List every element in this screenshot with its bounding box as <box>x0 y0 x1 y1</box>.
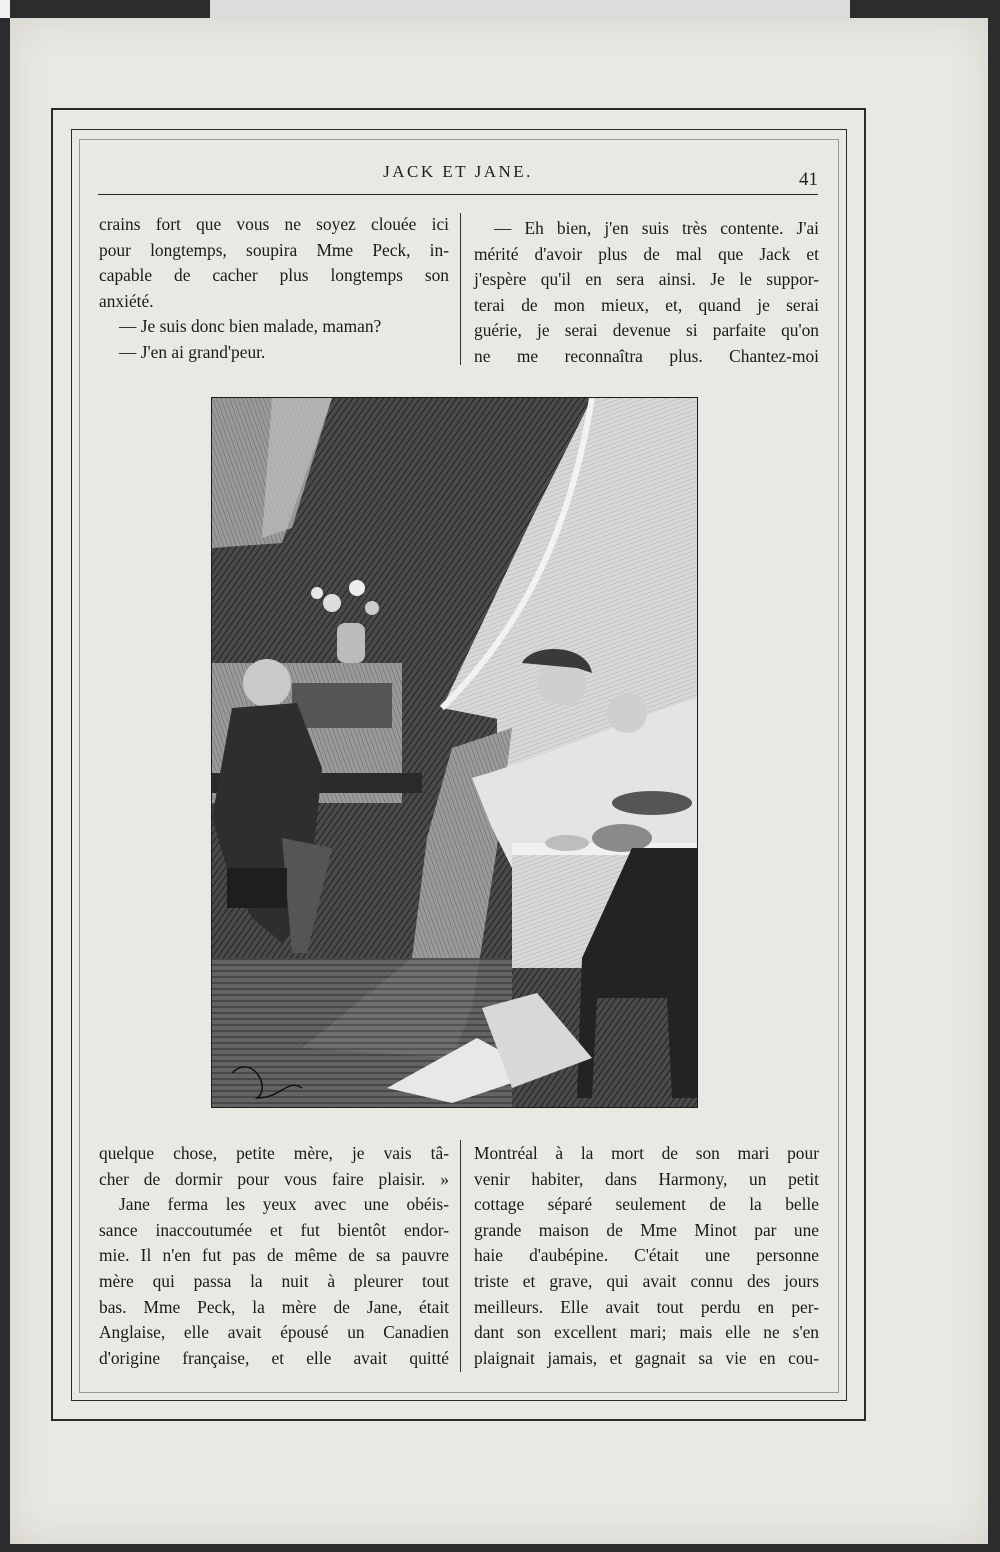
text-line: d'origine française, et elle avait quitté <box>99 1347 449 1368</box>
text-line: mie. Il n'en fut pas de même de sa pauvre <box>99 1245 449 1266</box>
upper-left-column <box>99 212 449 366</box>
text-line: Montréal à la mort de son mari pour <box>474 1143 819 1163</box>
text-line: plaignait jamais, et gagnait sa vie en cou- <box>474 1347 819 1368</box>
text-line: cottage séparé seulement de la belle <box>474 1194 819 1215</box>
text-line: ne me reconnaîtra plus. Chantez-moi <box>474 345 819 366</box>
text-line: — J'en ai grand'peur. <box>119 341 266 362</box>
text-line: — Je suis donc bien malade, maman? <box>119 316 382 337</box>
text-line: terai de mon mieux, et, quand je serai <box>474 294 819 315</box>
text-line: sance inaccoutumée et fut bientôt endor- <box>99 1219 449 1240</box>
text-line: guérie, je serai devenue si parfaite qu'on <box>474 320 819 341</box>
lower-right-column <box>474 1141 819 1371</box>
text-line: j'espère qu'il en sera ainsi. Je le suppor- <box>474 269 819 290</box>
text-line: haie d'aubépine. C'était une personne <box>474 1245 819 1266</box>
header-rule <box>98 194 818 195</box>
scan-corner <box>0 0 10 18</box>
text-line: dant son excellent mari; mais elle ne s'en <box>474 1322 819 1343</box>
upper-right-column <box>474 216 819 370</box>
running-title: JACK ET JANE. <box>383 162 533 181</box>
text-line: crains fort que vous ne soyez clouée ici <box>99 214 449 234</box>
text-line: Jane ferma les yeux avec une obéis- <box>119 1194 449 1215</box>
column-divider-bottom <box>460 1140 461 1372</box>
text-line: meilleurs. Elle avait tout perdu en per- <box>474 1296 819 1317</box>
text-line: quelque chose, petite mère, je vais tâ- <box>99 1143 449 1163</box>
column-divider-top <box>460 213 461 365</box>
bedroom-scene <box>212 398 697 1107</box>
next-page-edge <box>210 0 850 20</box>
text-line: mère qui passa la nuit à pleurer tout <box>99 1270 449 1291</box>
text-line: pour longtemps, soupira Mme Peck, in- <box>99 239 449 260</box>
text-line: — Eh bien, j'en suis très contente. J'ai <box>494 218 819 238</box>
text-line: bas. Mme Peck, la mère de Jane, était <box>99 1296 449 1317</box>
text-line: venir habiter, dans Harmony, un petit <box>474 1168 819 1189</box>
text-line: capable de cacher plus longtemps son <box>99 265 449 286</box>
text-line: anxiété. <box>99 290 154 311</box>
engraving-illustration <box>211 397 698 1108</box>
text-line: mérité d'avoir plus de mal que Jack et <box>474 243 819 264</box>
text-line: grande maison de Mme Minot par une <box>474 1219 819 1240</box>
text-line: Anglaise, elle avait épousé un Canadien <box>99 1322 449 1343</box>
text-line: cher de dormir pour vous faire plaisir. » <box>99 1168 449 1189</box>
text-line: triste et grave, qui avait connu des jours <box>474 1270 819 1291</box>
running-head <box>98 158 818 188</box>
page-number: 41 <box>799 169 818 190</box>
lower-left-column <box>99 1141 449 1371</box>
